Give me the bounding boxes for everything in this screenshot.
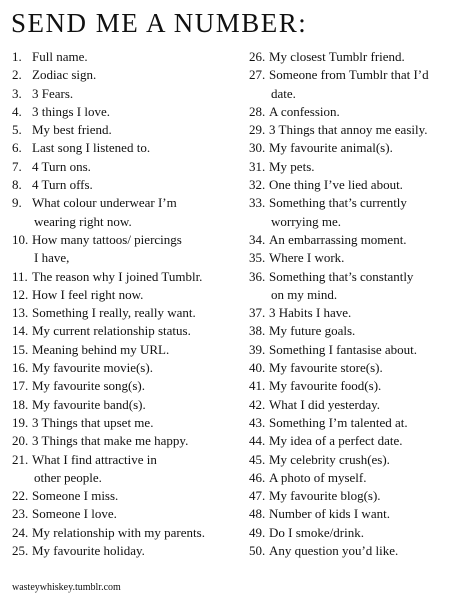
list-item (249, 396, 459, 414)
item-number: 4. (12, 103, 22, 119)
item-number: 45. (249, 451, 266, 467)
item-text: My favourite movie(s). (32, 360, 153, 376)
list-item (249, 524, 459, 542)
item-number: 29. (249, 122, 266, 138)
list-item (12, 121, 237, 139)
item-number: 28. (249, 103, 266, 119)
item-number: 36. (249, 268, 266, 284)
list-item (249, 432, 459, 450)
list-item (249, 268, 459, 305)
item-number: 16. (12, 360, 29, 376)
list-item (249, 542, 459, 560)
item-number: 12. (12, 286, 29, 302)
list-item (249, 469, 459, 487)
item-text: Meaning behind my URL. (32, 341, 170, 357)
item-number: 25. (12, 543, 29, 559)
item-text: Someone from Tumblr that I’d (269, 67, 429, 83)
item-text: Something that’s currently (269, 195, 407, 211)
list-item (12, 322, 237, 340)
list-item (249, 451, 459, 469)
item-number: 8. (12, 177, 22, 193)
item-text: My favourite song(s). (32, 378, 146, 394)
item-text: My closest Tumblr friend. (269, 49, 405, 64)
item-number: 11. (12, 268, 28, 284)
item-number: 7. (12, 158, 22, 174)
item-text: 4 Turn offs. (32, 177, 93, 193)
list-item (249, 139, 459, 157)
item-text-continuation: other people. (34, 469, 102, 485)
list-item (12, 524, 237, 542)
item-number: 13. (12, 305, 29, 321)
list-item (12, 341, 237, 359)
list-item (249, 341, 459, 359)
item-text: Something I’m talented at. (269, 414, 408, 430)
item-text: Last song I listened to. (32, 140, 151, 156)
list-item (12, 176, 237, 194)
question-list-left (12, 48, 237, 560)
item-number: 39. (249, 341, 266, 357)
item-number: 40. (249, 360, 266, 376)
list-item (12, 359, 237, 377)
list-item (12, 66, 237, 84)
list-item (249, 194, 459, 231)
item-number: 27. (249, 67, 266, 83)
list-item (12, 377, 237, 395)
question-list-right (249, 48, 459, 560)
item-number: 44. (249, 433, 266, 449)
item-number: 32. (249, 177, 266, 193)
item-text: Something that’s constantly (269, 268, 414, 284)
item-text: 3 things I love. (32, 103, 110, 119)
item-text: Full name. (32, 49, 88, 64)
item-text: Zodiac sign. (32, 67, 97, 83)
item-number: 42. (249, 396, 266, 412)
item-text: My current relationship status. (32, 323, 191, 339)
item-text: 3 Fears. (32, 85, 74, 101)
item-number: 47. (249, 488, 266, 504)
list-item (249, 487, 459, 505)
item-number: 50. (249, 543, 266, 559)
item-text: Something I really, really want. (32, 305, 196, 321)
item-number: 33. (249, 195, 266, 211)
list-item (249, 377, 459, 395)
list-item (249, 359, 459, 377)
item-text-continuation: on my mind. (271, 286, 338, 302)
item-text-continuation: worrying me. (271, 213, 342, 229)
item-text: Do I smoke/drink. (269, 524, 364, 540)
item-text: My favourite store(s). (269, 360, 383, 376)
list-item (12, 432, 237, 450)
item-text: My pets. (269, 158, 315, 174)
item-number: 49. (249, 524, 266, 540)
list-item (12, 542, 237, 560)
list-item (12, 304, 237, 322)
list-item (12, 451, 237, 488)
list-item (12, 396, 237, 414)
item-number: 22. (12, 488, 29, 504)
item-text: Number of kids I want. (269, 506, 390, 522)
item-number: 19. (12, 414, 29, 430)
item-number: 48. (249, 506, 266, 522)
item-text-continuation: wearing right now. (34, 213, 132, 229)
item-text-continuation: I have, (34, 250, 70, 266)
item-text: My favourite band(s). (32, 396, 146, 412)
item-number: 23. (12, 506, 29, 522)
list-item (249, 304, 459, 322)
item-text-continuation: date. (271, 85, 296, 101)
list-item (12, 286, 237, 304)
item-number: 6. (12, 140, 22, 156)
item-text: 3 Habits I have. (269, 305, 352, 321)
list-item (12, 139, 237, 157)
list-item (12, 103, 237, 121)
item-text: My favourite animal(s). (269, 140, 393, 156)
item-number: 3. (12, 85, 22, 101)
list-item (12, 268, 237, 286)
list-item (12, 194, 237, 231)
list-item (12, 414, 237, 432)
item-text: My favourite food(s). (269, 378, 382, 394)
item-number: 9. (12, 195, 22, 211)
item-text: What I find attractive in (32, 451, 157, 467)
item-text: My relationship with my parents. (32, 524, 205, 540)
list-item (249, 414, 459, 432)
item-number: 26. (249, 49, 266, 64)
item-text: My favourite holiday. (32, 543, 145, 559)
list-item (12, 158, 237, 176)
item-number: 43. (249, 414, 266, 430)
item-number: 35. (249, 250, 266, 266)
list-item (12, 85, 237, 103)
item-number: 14. (12, 323, 29, 339)
list-item (249, 249, 459, 267)
item-text: How many tattoos/ piercings (32, 231, 182, 247)
list-item (249, 121, 459, 139)
list-item (249, 176, 459, 194)
item-text: Someone I love. (32, 506, 117, 522)
list-item (249, 322, 459, 340)
item-number: 2. (12, 67, 22, 83)
item-text: My celebrity crush(es). (269, 451, 390, 467)
item-number: 20. (12, 433, 29, 449)
item-number: 10. (12, 231, 29, 247)
page-title: SEND ME A NUMBER: (11, 8, 308, 38)
item-text: A photo of myself. (269, 469, 367, 485)
item-text: A confession. (269, 103, 340, 119)
item-text: How I feel right now. (32, 286, 144, 302)
item-text: My future goals. (269, 323, 356, 339)
item-text: My best friend. (32, 122, 112, 138)
item-number: 41. (249, 378, 266, 394)
list-item (249, 103, 459, 121)
item-number: 46. (249, 469, 266, 485)
item-number: 31. (249, 158, 266, 174)
item-number: 37. (249, 305, 266, 321)
item-number: 21. (12, 451, 29, 467)
item-number: 17. (12, 378, 29, 394)
item-number: 18. (12, 396, 29, 412)
item-number: 15. (12, 341, 29, 357)
item-number: 38. (249, 323, 266, 339)
list-item (12, 505, 237, 523)
item-text: Where I work. (269, 250, 345, 266)
item-text: 3 Things that annoy me easily. (269, 122, 428, 138)
item-text: Any question you’d like. (269, 543, 399, 559)
item-number: 24. (12, 524, 29, 540)
list-item (12, 231, 237, 268)
list-item (249, 66, 459, 103)
item-number: 5. (12, 122, 22, 138)
list-item (249, 231, 459, 249)
item-number: 34. (249, 231, 266, 247)
item-text: Something I fantasise about. (269, 341, 418, 357)
item-text: What I did yesterday. (269, 396, 381, 412)
item-text: 4 Turn ons. (32, 158, 91, 174)
source-credit: wasteywhiskey.tumblr.com (12, 582, 121, 593)
item-text: 3 Things that upset me. (32, 414, 154, 430)
item-text: The reason why I joined Tumblr. (32, 268, 203, 284)
list-item (249, 48, 459, 66)
item-text: My idea of a perfect date. (269, 433, 403, 449)
item-text: One thing I’ve lied about. (269, 177, 403, 193)
list-item (12, 487, 237, 505)
item-text: What colour underwear I’m (32, 195, 177, 211)
item-text: My favourite blog(s). (269, 488, 381, 504)
item-number: 1. (12, 49, 22, 64)
list-item (249, 505, 459, 523)
list-item (249, 158, 459, 176)
item-text: An embarrassing moment. (269, 231, 407, 247)
item-text: Someone I miss. (32, 488, 119, 504)
item-text: 3 Things that make me happy. (32, 433, 189, 449)
item-number: 30. (249, 140, 266, 156)
list-item (12, 48, 237, 66)
